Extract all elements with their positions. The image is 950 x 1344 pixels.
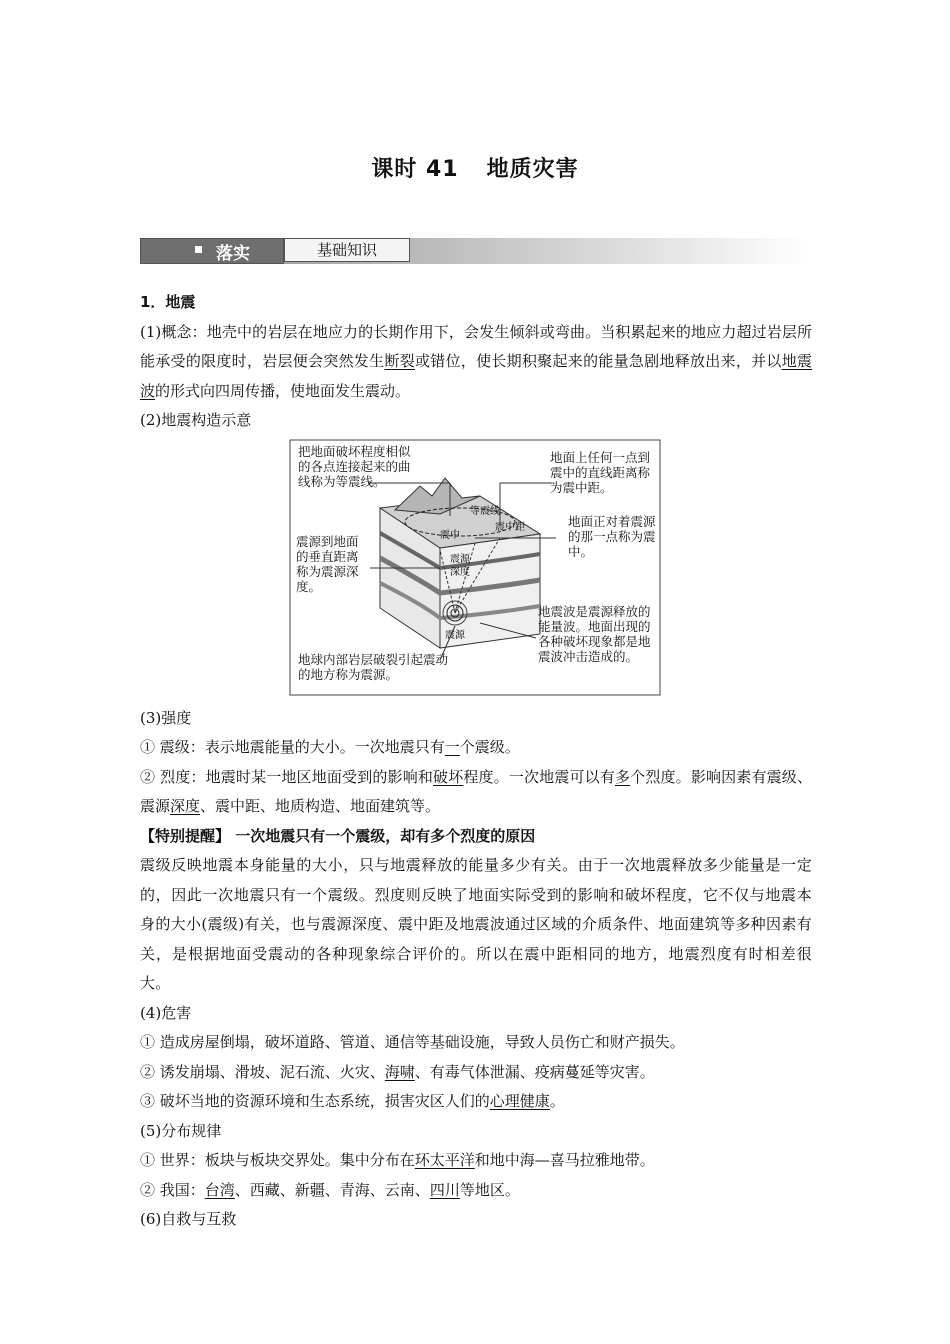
earthquake-diagram: [140, 438, 812, 700]
annotation-depth: 震源到地面的垂直距离称为震源深度。: [296, 533, 359, 594]
intensity-item: ② 烈度：地震时某一地区地面受到的影响和破坏程度。一次地震可以有多个烈度。影响因素有震级、震源深度、震中距、地质构造、地面建筑等。: [140, 767, 812, 815]
magnitude-item: ① 震级：表示地震能量的大小。一次地震只有一个震级。: [140, 738, 520, 756]
label-distance: 震中距: [495, 521, 525, 533]
distribution-heading: (5)分布规律: [140, 1121, 222, 1140]
annotation-epicenter: 地面正对着震源的那一点称为震中。: [568, 513, 656, 559]
tip-heading: 【特别提醒】 一次地震只有一个震级，却有多个烈度的原因: [140, 826, 536, 845]
label-epicenter: 震中: [440, 529, 460, 541]
annotation-focus: 地球内部岩层破裂引起震动的地方称为震源。: [298, 651, 449, 682]
label-depth2: 深度: [450, 566, 470, 578]
label-focus: 震源: [445, 629, 465, 641]
annotation-distance: 地面上任何一点到震中的直线距离称为震中距。: [550, 449, 651, 495]
annotation-isoline: 把地面破坏程度相似的各点连接起来的曲线称为等震线。: [298, 443, 411, 489]
concept-paragraph: (1)概念：地壳中的岩层在地应力的长期作用下，会发生倾斜或弯曲。当积累起来的地应力超过岩层所能承受的限度时，岩层便会突然发生断裂或错位，使长期积聚起来的能量急剧地释放出来，并以地震波的形式向四周传播，使地面发生震动。: [140, 322, 812, 400]
banner-label: 落实: [216, 244, 250, 264]
harm-item-1: ① 造成房屋倒塌，破坏道路、管道、通信等基础设施，导致人员伤亡和财产损失。: [140, 1033, 685, 1051]
diagram-heading: (2)地震构造示意: [140, 411, 252, 429]
section-banner: [140, 238, 810, 264]
label-depth1: 震源: [450, 553, 470, 565]
intensity-heading: (3)强度: [140, 708, 192, 727]
tip-body: 震级反映地震本身能量的大小，只与地震释放的能量多少有关。由于一次地震释放多少能量是一定的，因此一次地震只有一个震级。烈度则反映了地面实际受到的影响和破坏程度，它不仅与地震本身的大小(震级)有关，也与震源深度、震中距及地震波通过区域的介质条件、地面建筑等多种因素有关，是根据地面受震动的各种现象综合评价的。所以在震中距相同的地方，地震烈度有时相差很大。: [140, 856, 812, 992]
distribution-world: ① 世界：板块与板块交界处。集中分布在环太平洋和地中海—喜马拉雅地带。: [140, 1151, 655, 1169]
section-heading: 1．地震: [140, 293, 196, 311]
label-isoline: 等震线: [470, 505, 500, 517]
earthquake-block-diagram: [140, 438, 812, 700]
banner-subtitle: 基础知识: [284, 238, 410, 262]
page-title: 课时 41 地质灾害: [371, 157, 579, 182]
harm-item-3: ③ 破坏当地的资源环境和生态系统，损害灾区人们的心理健康。: [140, 1092, 565, 1110]
rescue-heading: (6)自救与互救: [140, 1210, 237, 1228]
harm-item-2: ② 诱发崩塌、滑坡、泥石流、火灾、海啸、有毒气体泄漏、疫病蔓延等灾害。: [140, 1062, 655, 1081]
annotation-wave: 地震波是震源释放的能量波。地面出现的各种破坏现象都是地震波冲击造成的。: [538, 603, 651, 664]
distribution-china: ② 我国：台湾、西藏、新疆、青海、云南、四川等地区。: [140, 1180, 520, 1199]
content: [140, 288, 812, 1235]
square-bullet-icon: [195, 246, 202, 253]
harm-heading: (4)危害: [140, 1003, 192, 1022]
